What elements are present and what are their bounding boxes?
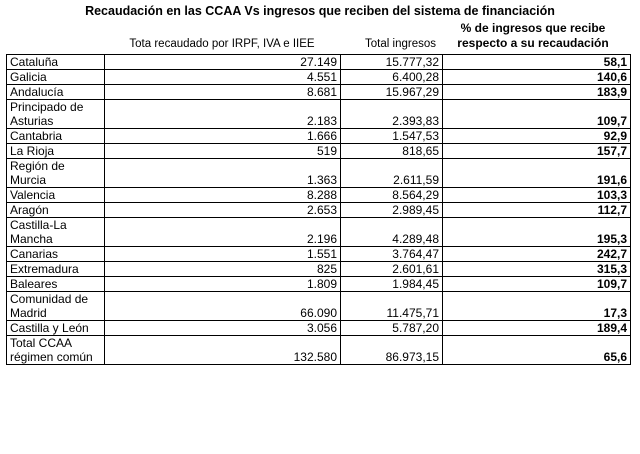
recaudado-cell: 519 — [105, 144, 341, 159]
region-name: Valencia — [7, 188, 105, 203]
recaudado-cell: 4.551 — [105, 70, 341, 85]
region-name: Comunidad de Madrid — [7, 292, 105, 321]
header-pct-line2: respecto a su recaudación — [457, 36, 609, 50]
region-name: Canarias — [7, 247, 105, 262]
recaudado-cell: 1.363 — [105, 159, 341, 188]
region-name: Galicia — [7, 70, 105, 85]
region-name: Extremadura — [7, 262, 105, 277]
ingresos-cell: 2.611,59 — [341, 159, 443, 188]
region-name: Baleares — [7, 277, 105, 292]
ingresos-cell: 4.289,48 — [341, 218, 443, 247]
ingresos-cell: 15.777,32 — [341, 55, 443, 70]
recaudado-cell: 2.196 — [105, 218, 341, 247]
ingresos-cell: 2.989,45 — [341, 203, 443, 218]
pct-cell: 65,6 — [443, 336, 631, 365]
ingresos-cell: 6.400,28 — [341, 70, 443, 85]
pct-cell: 315,3 — [443, 262, 631, 277]
region-name: Castilla y León — [7, 321, 105, 336]
table-row — [7, 144, 631, 159]
ingresos-cell: 86.973,15 — [341, 336, 443, 365]
table-row — [7, 336, 631, 365]
ingresos-cell: 818,65 — [341, 144, 443, 159]
pct-cell: 112,7 — [443, 203, 631, 218]
region-name: La Rioja — [7, 144, 105, 159]
region-name: Cantabria — [7, 129, 105, 144]
pct-cell: 157,7 — [443, 144, 631, 159]
table-row — [7, 203, 631, 218]
recaudado-cell: 3.056 — [105, 321, 341, 336]
table-row — [7, 159, 631, 188]
pct-cell: 109,7 — [443, 100, 631, 129]
table-row — [7, 55, 631, 70]
financing-table — [6, 54, 631, 365]
header-ingresos: Total ingresos — [365, 38, 436, 50]
table-row — [7, 292, 631, 321]
ingresos-cell: 5.787,20 — [341, 321, 443, 336]
ingresos-cell: 8.564,29 — [341, 188, 443, 203]
recaudado-cell: 2.653 — [105, 203, 341, 218]
recaudado-cell: 27.149 — [105, 55, 341, 70]
table-row — [7, 129, 631, 144]
pct-cell: 58,1 — [443, 55, 631, 70]
recaudado-cell: 8.681 — [105, 85, 341, 100]
table-row — [7, 262, 631, 277]
table-row — [7, 321, 631, 336]
pct-cell: 92,9 — [443, 129, 631, 144]
region-name: Castilla-La Mancha — [7, 218, 105, 247]
table-row — [7, 70, 631, 85]
pct-cell: 17,3 — [443, 292, 631, 321]
ingresos-cell: 3.764,47 — [341, 247, 443, 262]
pct-cell: 191,6 — [443, 159, 631, 188]
ingresos-cell: 11.475,71 — [341, 292, 443, 321]
region-name: Andalucía — [7, 85, 105, 100]
recaudado-cell: 132.580 — [105, 336, 341, 365]
header-pct — [438, 21, 628, 51]
pct-cell: 242,7 — [443, 247, 631, 262]
ingresos-cell: 2.601,61 — [341, 262, 443, 277]
recaudado-cell: 1.551 — [105, 247, 341, 262]
pct-cell: 140,6 — [443, 70, 631, 85]
recaudado-cell: 1.809 — [105, 277, 341, 292]
recaudado-cell: 1.666 — [105, 129, 341, 144]
table-row — [7, 218, 631, 247]
region-name: Principado de Asturias — [7, 100, 105, 129]
header-recaudado: Tota recaudado por IRPF, IVA e IIEE — [129, 38, 315, 50]
recaudado-cell: 66.090 — [105, 292, 341, 321]
region-name: Región de Murcia — [7, 159, 105, 188]
recaudado-cell: 825 — [105, 262, 341, 277]
ingresos-cell: 1.984,45 — [341, 277, 443, 292]
table-row — [7, 188, 631, 203]
table-row — [7, 277, 631, 292]
ingresos-cell: 2.393,83 — [341, 100, 443, 129]
region-name: Cataluña — [7, 55, 105, 70]
table-row — [7, 85, 631, 100]
ingresos-cell: 15.967,29 — [341, 85, 443, 100]
pct-cell: 189,4 — [443, 321, 631, 336]
table-title: Recaudación en las CCAA Vs ingresos que reciben del sistema de financiación — [85, 4, 555, 18]
ingresos-cell: 1.547,53 — [341, 129, 443, 144]
table-row — [7, 100, 631, 129]
recaudado-cell: 2.183 — [105, 100, 341, 129]
pct-cell: 183,9 — [443, 85, 631, 100]
header-pct-line1: % de ingresos que recibe — [460, 21, 606, 35]
table-row — [7, 247, 631, 262]
pct-cell: 195,3 — [443, 218, 631, 247]
pct-cell: 109,7 — [443, 277, 631, 292]
region-name: Aragón — [7, 203, 105, 218]
region-name: Total CCAA régimen común — [7, 336, 105, 365]
pct-cell: 103,3 — [443, 188, 631, 203]
recaudado-cell: 8.288 — [105, 188, 341, 203]
